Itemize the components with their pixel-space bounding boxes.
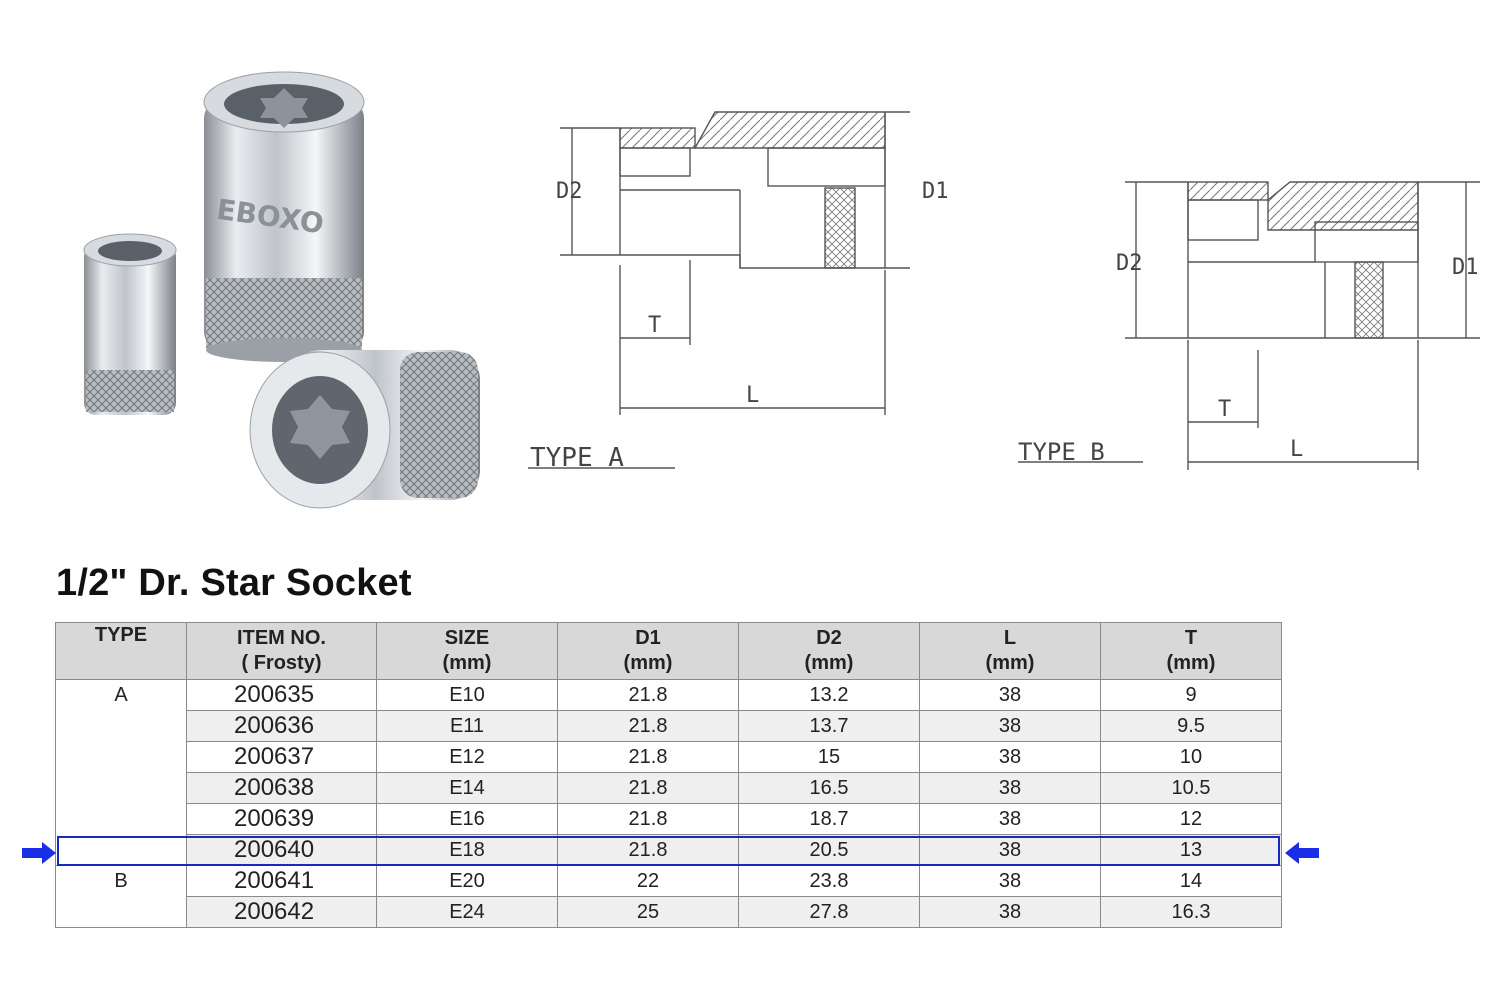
- d1-cell: 21.8: [558, 680, 739, 711]
- size-cell: E12: [377, 742, 558, 773]
- l-cell: 38: [920, 680, 1101, 711]
- item-cell: 200636: [187, 711, 377, 742]
- type-a-t-label: T: [648, 313, 662, 338]
- item-cell: 200642: [187, 897, 377, 928]
- d1-cell: 25: [558, 897, 739, 928]
- column-header: [377, 623, 558, 680]
- column-header-unit: (mm): [985, 652, 1035, 674]
- table-row: [56, 742, 1282, 773]
- column-header-unit: ( Frosty): [241, 652, 322, 674]
- product-photo: [70, 60, 500, 520]
- column-header-unit: (mm): [442, 652, 492, 674]
- table-row: [56, 897, 1282, 928]
- type-b-label: TYPE B: [1018, 438, 1105, 466]
- spec-table: [55, 622, 1282, 928]
- t-cell: 9: [1101, 680, 1282, 711]
- lying-socket-image: [250, 350, 480, 508]
- column-header-label: D1: [635, 627, 661, 649]
- t-cell: 14: [1101, 866, 1282, 897]
- table-row: [56, 866, 1282, 897]
- l-cell: 38: [920, 711, 1101, 742]
- type-a-d2-label: D2: [556, 179, 583, 204]
- size-cell: E11: [377, 711, 558, 742]
- d1-cell: 21.8: [558, 711, 739, 742]
- d1-cell: 22: [558, 866, 739, 897]
- column-header-unit: (mm): [623, 652, 673, 674]
- d2-cell: 15: [739, 742, 920, 773]
- header-row: [56, 623, 1282, 680]
- t-cell: 10: [1101, 742, 1282, 773]
- d1-cell: 21.8: [558, 804, 739, 835]
- column-header-label: L: [1003, 627, 1017, 649]
- right-arrow-icon: [22, 842, 56, 864]
- l-cell: 38: [920, 866, 1101, 897]
- large-socket-image: [204, 72, 364, 362]
- t-cell: 9.5: [1101, 711, 1282, 742]
- item-cell: 200640: [187, 835, 377, 866]
- d1-cell: 21.8: [558, 773, 739, 804]
- d2-cell: 18.7: [739, 804, 920, 835]
- column-header-label: TYPE: [94, 624, 148, 646]
- type-cell: A: [56, 680, 187, 866]
- type-a-drawing: [520, 100, 910, 490]
- column-header-label: ITEM NO.: [237, 627, 326, 649]
- type-b-l-label: L: [1290, 437, 1304, 462]
- table-row: [56, 804, 1282, 835]
- d1-cell: 21.8: [558, 742, 739, 773]
- d2-cell: 23.8: [739, 866, 920, 897]
- item-cell: 200639: [187, 804, 377, 835]
- small-socket-image: [84, 234, 176, 415]
- l-cell: 38: [920, 897, 1101, 928]
- item-cell: 200637: [187, 742, 377, 773]
- table-body: [56, 680, 1282, 928]
- table-row: [56, 711, 1282, 742]
- column-header: [920, 623, 1101, 680]
- column-header-label: SIZE: [444, 627, 490, 649]
- column-header: [187, 623, 377, 680]
- d2-cell: 13.2: [739, 680, 920, 711]
- type-a-label: TYPE A: [530, 443, 624, 473]
- d2-cell: 13.7: [739, 711, 920, 742]
- size-cell: E24: [377, 897, 558, 928]
- item-cell: 200635: [187, 680, 377, 711]
- type-a-d1-label-wrap: [920, 170, 960, 210]
- size-cell: E16: [377, 804, 558, 835]
- l-cell: 38: [920, 835, 1101, 866]
- type-b-d1-label: D1: [1452, 255, 1479, 280]
- t-cell: 12: [1101, 804, 1282, 835]
- d2-cell: 20.5: [739, 835, 920, 866]
- d2-cell: 27.8: [739, 897, 920, 928]
- table-row: [56, 835, 1282, 866]
- column-header: [739, 623, 920, 680]
- type-cell: B: [56, 866, 187, 928]
- l-cell: 38: [920, 742, 1101, 773]
- type-b-drawing: [1010, 170, 1500, 480]
- column-header-unit: (mm): [804, 652, 854, 674]
- type-a-l-label: L: [746, 383, 760, 408]
- column-header: [1101, 623, 1282, 680]
- type-a-d1-label: D1: [922, 179, 949, 204]
- type-b-t-label: T: [1218, 397, 1232, 422]
- l-cell: 38: [920, 773, 1101, 804]
- size-cell: E10: [377, 680, 558, 711]
- column-header: [558, 623, 739, 680]
- column-header: [56, 623, 187, 680]
- column-header-label: D2: [816, 627, 842, 649]
- d2-cell: 16.5: [739, 773, 920, 804]
- column-header-label: T: [1184, 627, 1198, 649]
- brand-engraving: EBOXO: [214, 192, 326, 241]
- table-row: [56, 680, 1282, 711]
- t-cell: 13: [1101, 835, 1282, 866]
- column-header-unit: (mm): [1166, 652, 1216, 674]
- l-cell: 38: [920, 804, 1101, 835]
- size-cell: E14: [377, 773, 558, 804]
- item-cell: 200638: [187, 773, 377, 804]
- item-cell: 200641: [187, 866, 377, 897]
- left-arrow-icon: [1285, 842, 1319, 864]
- d1-cell: 21.8: [558, 835, 739, 866]
- page-title: 1/2" Dr. Star Socket: [56, 562, 412, 604]
- t-cell: 16.3: [1101, 897, 1282, 928]
- size-cell: E18: [377, 835, 558, 866]
- size-cell: E20: [377, 866, 558, 897]
- type-b-d2-label: D2: [1116, 251, 1143, 276]
- table-row: [56, 773, 1282, 804]
- t-cell: 10.5: [1101, 773, 1282, 804]
